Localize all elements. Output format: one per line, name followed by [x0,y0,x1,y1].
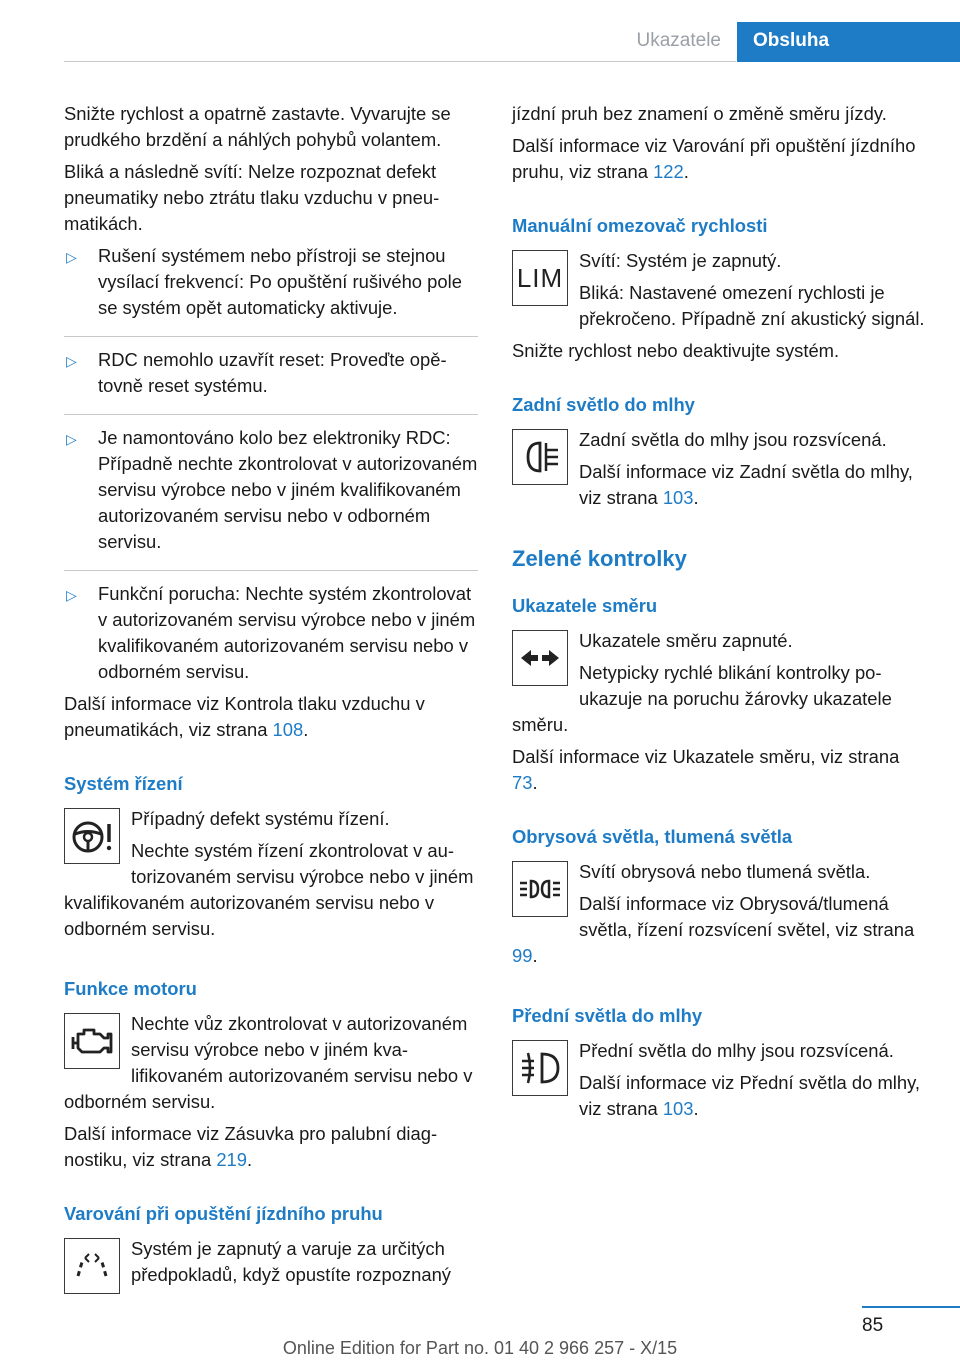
lane-departure-icon [64,1238,120,1294]
header-section-ukazatele: Ukazatele [636,30,721,51]
list-divider [64,570,478,571]
page-header [637,22,960,62]
paragraph: jízdní pruh bez znamení o změně směru jízdy. [512,103,887,124]
section-title: Systém řízení [64,773,183,794]
paragraph: Další informace viz Zadní světla do mlhy, viz strana 103. [579,461,913,508]
rear-fog-light-icon [512,429,568,485]
paragraph: Snižte rychlost a opatrně zastavte. Vyvarujte se prudkého brzdění a náhlých pohybů volantem. [64,103,451,150]
section-heading: Zelené kontrolky [512,546,687,571]
paragraph: Bliká a následně svítí: Nelze rozpoznat defekt pneumatiky nebo ztrátu tlaku vzduchu v pneumatikách. [64,161,440,234]
lim-icon: LIM [512,250,568,306]
section-title: Obrysová světla, tlumená světla [512,826,793,847]
list-divider [64,414,478,415]
list-divider [64,336,478,337]
footer-accent-line [862,1306,960,1308]
paragraph: Další informace viz Varování při opuštění jízdního pruhu, viz strana 122. [512,135,916,182]
edition-footer: Online Edition for Part no. 01 40 2 966 257 - X/15 [282,1338,678,1358]
paragraph: Nechte systém řízení zkontrolovat v autorizovaném servisu výrobce nebo v jiném kvalifikovaném autorizovaném servisu nebo v odborném servisu. [64,840,474,939]
parking-lights-icon [512,861,568,917]
paragraph: Přední světla do mlhy jsou rozsvícená. [579,1040,894,1061]
list-item: ▷ Funkční porucha: Nechte systém zkontrolovat v autorizovaném servisu výrobce nebo v jiném kvalifikovaném autorizovaném servisu nebo v odborném servisu. [66,583,476,682]
page-link[interactable]: 103 [662,487,694,508]
turn-signal-icon [512,630,568,686]
page-link[interactable]: 122 [653,161,684,182]
section-title: Varování při opuštění jízdního pruhu [64,1203,383,1224]
paragraph: Případný defekt systému řízení. [131,808,390,829]
page-link[interactable]: 103 [662,1098,694,1119]
list-item: ▷ RDC nemohlo uzavřít reset: Proveďte opětovně reset systému. [66,349,447,396]
list-item: ▷ Rušení systémem nebo přístroji se stejnou vysílací frekvencí: Po opuštění rušivého pole se systém opět automaticky aktivuje. [66,245,462,318]
section-title: Ukazatele směru [512,595,658,616]
section-title: Přední světla do mlhy [512,1005,703,1026]
page-link[interactable]: 73 [512,772,533,793]
paragraph: Systém je zapnutý a varuje za určitých předpokladů, když opustíte rozpoznaný [131,1238,451,1285]
triangle-bullet-icon: ▷ [66,353,77,369]
paragraph: Nechte vůz zkontrolovat v autorizovaném servisu výrobce nebo v jiném kvalifikovaném autorizovaném servisu nebo v odborném servisu. [64,1013,473,1112]
engine-icon [64,1013,120,1069]
steering-warning-icon [64,808,120,864]
section-title: Funkce motoru [64,978,197,999]
page-number: 85 [862,1315,884,1336]
paragraph: Další informace viz Kontrola tlaku vzduchu v pneumatikách, viz strana 108. [64,693,425,740]
section-title: Manuální omezovač rychlosti [512,215,768,236]
page-link[interactable]: 219 [216,1149,247,1170]
paragraph: Bliká: Nastavené omezení rychlosti je překročeno. Případně zní akustický signál. [579,282,925,329]
list-item: ▷ Je namontováno kolo bez elektroniky RDC: Případně nechte zkontrolovat v autorizovaném servisu výrobce nebo v jiném kvalifikovaném autorizovaném servisu nebo v odborném servisu. [66,427,478,552]
header-chapter-obsluha: Obsluha [737,22,960,62]
paragraph: Další informace viz Zásuvka pro palubní diagnostiku, viz strana 219. [64,1123,438,1170]
paragraph: Zadní světla do mlhy jsou rozsvícená. [579,429,887,450]
triangle-bullet-icon: ▷ [66,431,77,447]
left-column [64,101,478,1298]
paragraph: Svítí obrysová nebo tlumená světla. [579,861,871,882]
section-title: Zadní světlo do mlhy [512,394,695,415]
front-fog-light-icon [512,1040,568,1096]
page-link[interactable]: 108 [272,719,304,740]
paragraph: Další informace viz Ukazatele směru, viz strana 73. [512,746,900,793]
triangle-bullet-icon: ▷ [66,249,77,265]
header-divider [64,61,736,62]
paragraph: Ukazatele směru zapnuté. [579,630,793,651]
paragraph: Další informace viz Obrysová/tlumená světla, řízení rozsvícení světel, viz strana 99. [512,893,915,966]
paragraph: Netypicky rychlé blikání kontrolky poukazuje na poruchu žárovky ukazatele směru. [512,662,892,735]
paragraph: Další informace viz Přední světla do mlhy, viz strana 103. [579,1072,921,1119]
paragraph: Snižte rychlost nebo deaktivujte systém. [512,340,840,361]
triangle-bullet-icon: ▷ [66,587,77,603]
paragraph: Svítí: Systém je zapnutý. [579,250,782,271]
right-column [512,101,928,1128]
page-link[interactable]: 99 [512,945,533,966]
